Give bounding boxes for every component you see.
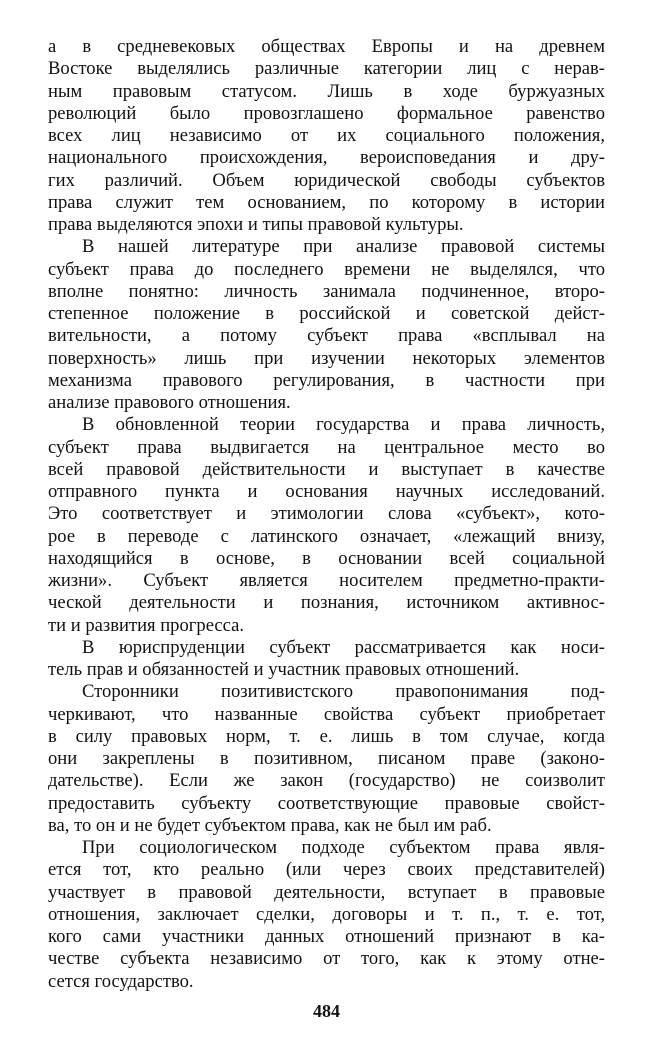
text-line: Востоке выделялись различные категории лиц с нерав- (48, 58, 605, 80)
text-line: В нашей литературе при анализе правовой системы (82, 236, 605, 258)
text-line: ется тот, кто реально (или через своих представителей) (48, 859, 605, 881)
text-line: всей правовой действительности и выступает в качестве (48, 458, 605, 480)
text-line: в силу правовых норм, т. е. лишь в том случае, когда (48, 725, 605, 747)
page-number: 484 (313, 1001, 340, 1021)
text-line: гих различий. Объем юридической свободы субъектов (48, 169, 605, 191)
text-line: ческой деятельности и познания, источником активнос- (48, 592, 605, 614)
text-line: степенное положение в российской и советской дейст- (48, 303, 605, 324)
text-line: Это соответствует и этимологии слова «субъект», кото- (48, 503, 605, 525)
text-line: вполне понятно: личность занимала подчиненное, второ- (48, 280, 605, 302)
text-line: права служит тем основанием, по которому в истории (48, 191, 605, 213)
text-line: а в средневековых обществах Европы и на древнем (48, 36, 605, 57)
text-line: субъект права выдвигается на центральное место во (48, 436, 605, 458)
text-line: жизни». Субъект является носителем предметно-практи- (48, 570, 605, 591)
text-line: сется государство. (48, 970, 194, 992)
text-line: ти и развития прогресса. (48, 614, 245, 636)
text-line: всех лиц независимо от их социального положения, (48, 125, 605, 146)
text-line: ва, то он и не будет субъектом права, как не был им раб. (48, 814, 492, 836)
text-line: В юриспруденции субъект рассматривается как носи- (82, 636, 605, 658)
text-line: При социологическом подходе субъектом права явля- (82, 837, 605, 858)
text-line: кого сами участники данных отношений признают в ка- (48, 926, 605, 947)
text-line: отправного пункта и основания научных исследований. (48, 481, 605, 502)
text-line: отношения, заключает сделки, договоры и т. п., т. е. тот, (48, 903, 605, 925)
text-line: В обновленной теории государства и права личность, (82, 414, 605, 436)
text-line: вительности, а потому субъект права «всплывал на (48, 325, 605, 347)
text-line: рое в переводе с латинского означает, «лежащий внизу, (48, 525, 605, 547)
text-line: дательстве). Если же закон (государство) не соизволит (48, 770, 605, 792)
text-line: поверхность» лишь при изучении некоторых элементов (48, 347, 605, 369)
text-line: предоставить субъекту соответствующие правовые свойст- (48, 792, 605, 814)
text-line: Сторонники позитивистского правопонимания под- (82, 681, 605, 703)
text-line: субъект права до последнего времени не выделялся, что (48, 258, 605, 280)
text-line: тель прав и обязанностей и участник правовых отношений. (48, 659, 520, 680)
page-body-text (48, 36, 605, 993)
text-line: национального происхождения, вероисповедания и дру- (48, 147, 605, 169)
text-line: находящийся в основе, в основании всей социальной (48, 547, 605, 569)
text-line: революций было провозглашено формальное равенство (48, 102, 605, 124)
text-line: права выделяются эпохи и типы правовой культуры. (48, 214, 464, 235)
text-line: механизма правового регулирования, в частности при (48, 369, 605, 391)
text-line: ным правовым статусом. Лишь в ходе буржуазных (48, 80, 605, 102)
text-line: честве субъекта независимо от того, как к этому отне- (48, 948, 605, 970)
text-line: они закреплены в позитивном, писаном праве (законо- (48, 748, 605, 769)
text-line: анализе правового отношения. (48, 392, 291, 413)
text-line: участвует в правовой деятельности, вступает в правовые (48, 881, 605, 903)
text-line: черкивают, что названные свойства субъект приобретает (48, 703, 605, 725)
